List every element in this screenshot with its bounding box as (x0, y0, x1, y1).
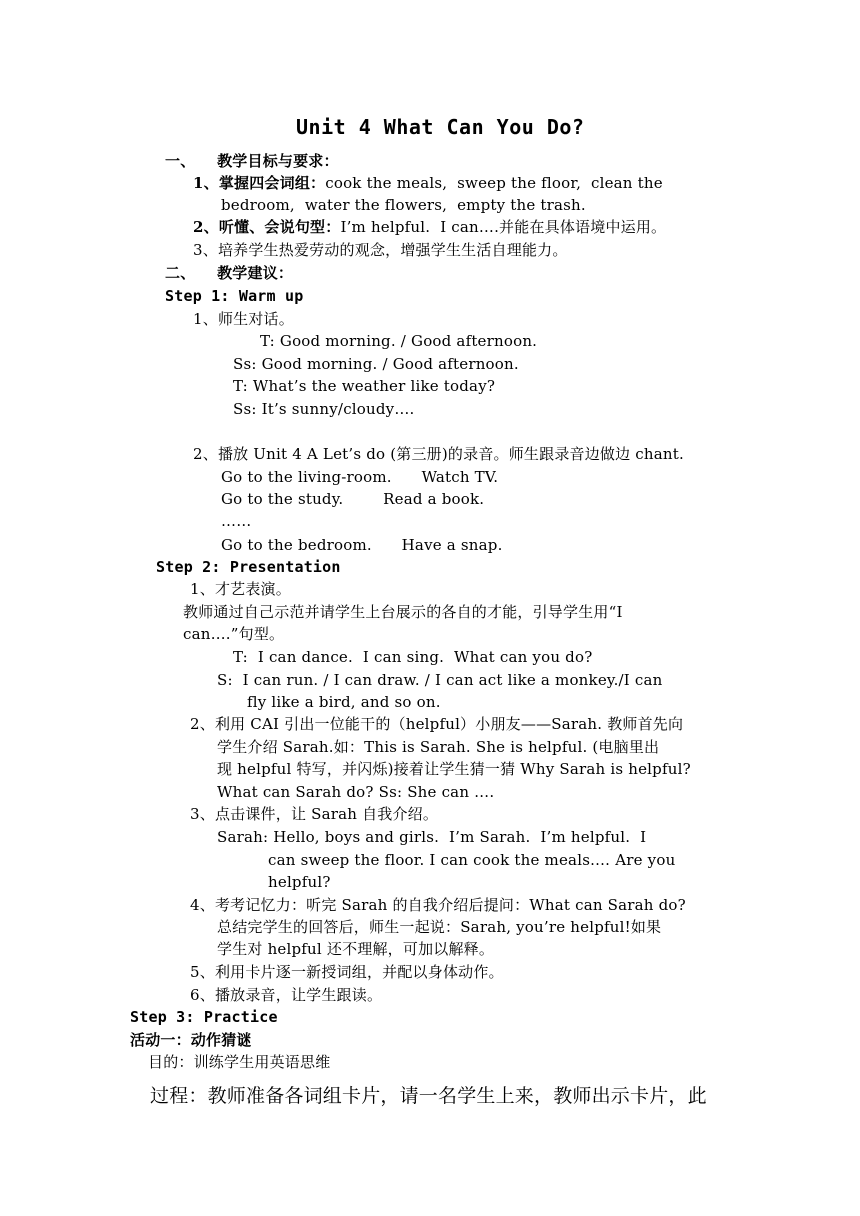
dialogue-line: helpful? (268, 873, 331, 891)
text-line: 2、利用 CAI 引出一位能干的（helpful）小朋友——Sarah. 教师首先向 (190, 715, 684, 733)
text-line (193, 216, 666, 238)
dialogue-line: T: I can dance. I can sing. What can you do? (233, 648, 593, 666)
text-line: 学生对 helpful 还不理解，可加以解释。 (217, 940, 495, 958)
text-line: 2、播放 Unit 4 A Let’s do (第三册)的录音。师生跟录音边做边 chant. (193, 445, 684, 463)
text-line: 5、利用卡片逐一新授词组，并配以身体动作。 (190, 963, 504, 981)
section-heading-2: 二、 教学建议： (165, 264, 294, 282)
text-line: 1、师生对话。 (193, 310, 294, 328)
dialogue-line: Ss: It’s sunny/cloudy…. (233, 400, 415, 418)
dialogue-line: T: What’s the weather like today? (233, 377, 496, 395)
dialogue-line: Ss: Good morning. / Good afternoon. (233, 355, 519, 373)
text: cook the meals, sweep the floor, clean the (325, 174, 663, 192)
text-line: 学生介绍 Sarah.如：This is Sarah. She is helpful. (电脑里出 (217, 738, 660, 756)
text-line: 总结完学生的回答后，师生一起说：Sarah, you’re helpful!如果 (217, 918, 662, 936)
chant-line: …… (221, 512, 252, 530)
text-line: 4、考考记忆力：听完 Sarah 的自我介绍后提问：What can Sarah do? (190, 896, 686, 914)
activity-heading: 活动一：动作猜谜 (130, 1031, 252, 1049)
chant-line: Go to the bedroom. Have a snap. (221, 536, 503, 554)
text-line: 6、播放录音，让学生跟读。 (190, 986, 383, 1004)
text-line: 1、才艺表演。 (190, 580, 291, 598)
label: 1、掌握四会词组： (193, 174, 326, 192)
dialogue-line: T: Good morning. / Good afternoon. (260, 332, 538, 350)
chant-line: Go to the living-room. Watch TV. (221, 468, 499, 486)
text-line: 过程：教师准备各词组卡片，请一名学生上来，教师出示卡片，此 (150, 1085, 707, 1107)
dialogue-line: can sweep the floor. I can cook the meals.… Are you (268, 851, 676, 869)
section-heading-1: 一、 教学目标与要求： (165, 152, 339, 170)
step-heading-1: Step 1: Warm up (165, 287, 304, 305)
text-line: can….”句型。 (183, 625, 285, 643)
text-line (193, 172, 663, 194)
text-line: 目的：训练学生用英语思维 (148, 1053, 331, 1071)
chant-line: Go to the study. Read a book. (221, 490, 485, 508)
text-line: 3、培养学生热爱劳动的观念，增强学生生活自理能力。 (193, 241, 568, 259)
dialogue-line: S: I can run. / I can draw. / I can act like a monkey./I can (217, 671, 663, 689)
text-line: bedroom, water the flowers, empty the trash. (221, 196, 586, 214)
text-line: 现 helpful 特写，并闪烁)接着让学生猜一猜 Why Sarah is helpful? (217, 760, 691, 778)
step-heading-3: Step 3: Practice (130, 1008, 278, 1026)
text-line: What can Sarah do? Ss: She can …. (217, 783, 495, 801)
page-title: Unit 4 What Can You Do? (296, 115, 585, 139)
dialogue-line: Sarah: Hello, boys and girls. I’m Sarah. I’m helpful. I (217, 828, 647, 846)
step-heading-2: Step 2: Presentation (156, 558, 341, 576)
text-line: 教师通过自己示范并请学生上台展示的各自的才能，引导学生用“I (183, 603, 623, 621)
text-line: 3、点击课件，让 Sarah 自我介绍。 (190, 805, 439, 823)
dialogue-line: fly like a bird, and so on. (247, 693, 441, 711)
label: 2、听懂、会说句型： (193, 218, 341, 236)
text: I’m helpful. I can….并能在具体语境中运用。 (340, 218, 667, 236)
